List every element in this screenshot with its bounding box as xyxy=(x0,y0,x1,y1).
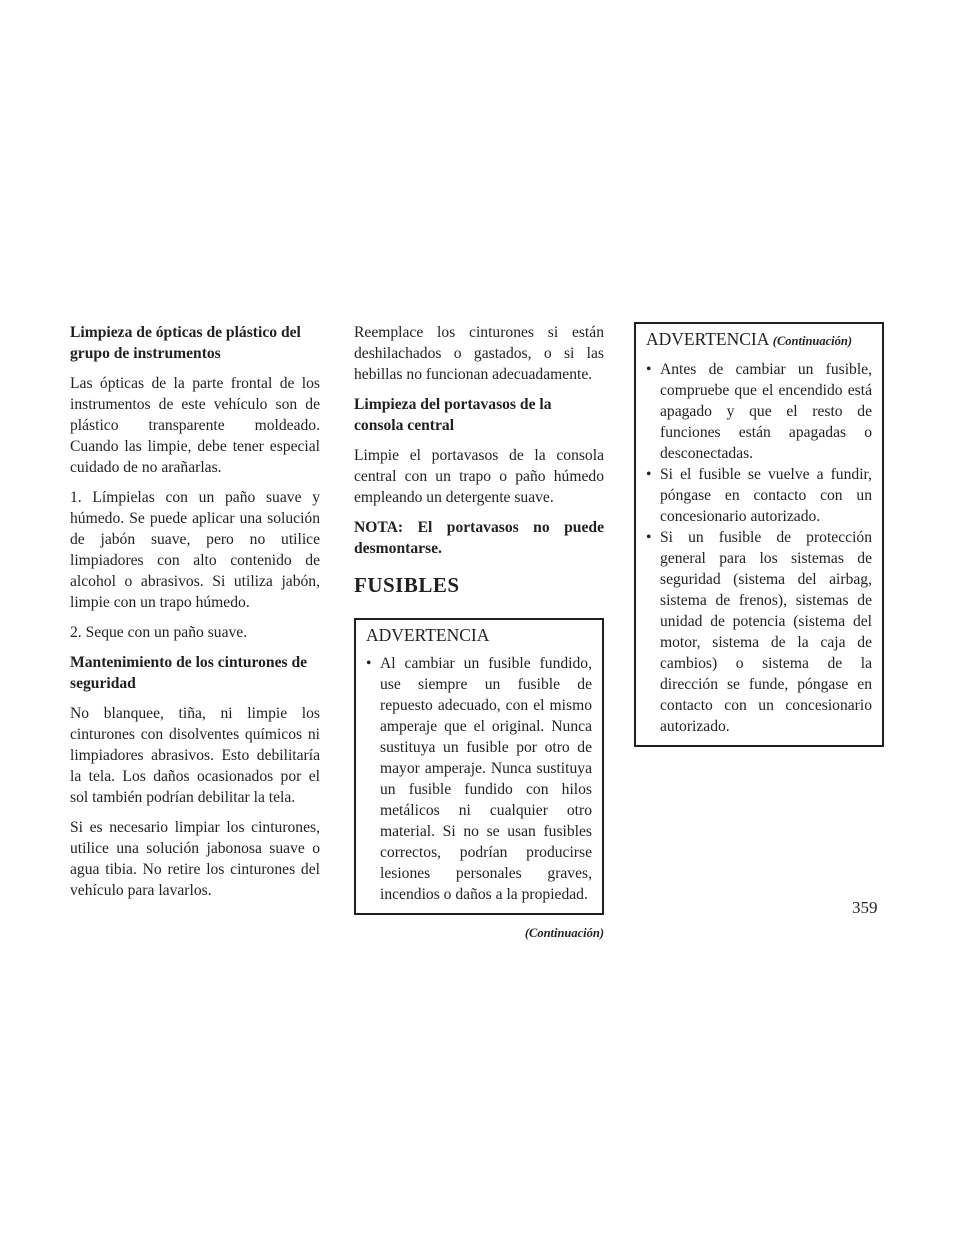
paragraph-replace-belts: Reemplace los cinturones si están deshilachados o gastados, o si las hebillas no funcionan adecuadamente. xyxy=(354,324,604,383)
warning-box xyxy=(354,618,604,915)
heading-cupholder-cleaning: Limpieza del portavasos de la consola central xyxy=(354,396,552,434)
step-2: 2. Seque con un paño suave. xyxy=(70,624,248,641)
warning-item xyxy=(646,359,872,464)
right-column xyxy=(634,322,884,747)
bullet-icon: • xyxy=(366,655,372,672)
paragraph-lens-material: Las ópticas de la parte frontal de los instrumentos de este vehículo son de plástico transparente moldeado. Cuando las limpie, debe tener especial cuidado de no arañarlas. xyxy=(70,375,320,476)
left-column xyxy=(70,322,320,910)
warning-item-text: Antes de cambiar un fusible, compruebe que el encendido está apagado y que el resto de funciones están apagadas o desconectadas. xyxy=(660,361,872,462)
page-number: 359 xyxy=(852,898,878,917)
paragraph-seatbelt-care: No blanquee, tiña, ni limpie los cinturones con disolventes químicos ni limpiadores abrasivos. Esto debilitaría la tela. Los daños ocasionados por el sol también podrían debilitar la tela. xyxy=(70,705,320,806)
section-title-fuses: FUSIBLES xyxy=(354,573,460,597)
warning-item-text: Al cambiar un fusible fundido, use siempre un fusible de repuesto adecuado, con el mismo amperaje que el original. Nunca sustituya un fusible por otro de mayor amperaje. Nunca sustituya un fusible fundido con hilos metálicos ni cualquier otro material. Si no se usan fusibles correctos, podrían producirse lesiones personales graves, incendios o daños a la propiedad. xyxy=(380,655,592,903)
heading-instrument-lens-cleaning: Limpieza de ópticas de plástico del grupo de instrumentos xyxy=(70,324,301,362)
note-cupholder: NOTA: El portavasos no puede desmontarse. xyxy=(354,519,604,557)
warning-continued-label: (Continuación) xyxy=(772,334,852,348)
middle-column xyxy=(354,322,604,944)
warning-title: ADVERTENCIA xyxy=(646,329,769,349)
warning-list xyxy=(366,653,592,905)
bullet-icon: • xyxy=(646,466,652,483)
bullet-icon: • xyxy=(646,529,652,546)
paragraph-seatbelt-washing: Si es necesario limpiar los cinturones, utilice una solución jabonosa suave o agua tibia. No retire los cinturones del vehículo para lavarlos. xyxy=(70,819,320,899)
heading-seatbelt-maintenance: Mantenimiento de los cinturones de seguridad xyxy=(70,654,308,692)
paragraph-cupholder-cleaning: Limpie el portavasos de la consola central con un trapo o paño húmedo empleando un detergente suave. xyxy=(354,447,604,506)
warning-title-continued xyxy=(646,327,872,353)
warning-list xyxy=(646,359,872,737)
warning-item xyxy=(646,464,872,527)
warning-item xyxy=(646,527,872,737)
warning-item xyxy=(366,653,592,905)
continued-label: (Continuación) xyxy=(524,926,604,940)
bullet-icon: • xyxy=(646,361,652,378)
step-1: 1. Límpielas con un paño suave y húmedo. Se puede aplicar una solución de jabón suave, pero no utilice limpiadores con alto contenido de alcohol o abrasivos. Si utiliza jabón, limpie con un trapo húmedo. xyxy=(70,489,320,611)
warning-box-continued xyxy=(634,322,884,747)
warning-title: ADVERTENCIA xyxy=(366,625,490,645)
warning-item-text: Si un fusible de protección general para los sistemas de seguridad (sistema del airbag, sistema de frenos), sistemas de unidad de potencia (sistema del motor, sistema de la caja de cambios) o sistema de la dirección se funde, póngase en contacto con un concesionario autorizado. xyxy=(660,529,872,735)
warning-item-text: Si el fusible se vuelve a fundir, póngase en contacto con un concesionario autorizado. xyxy=(660,466,872,525)
